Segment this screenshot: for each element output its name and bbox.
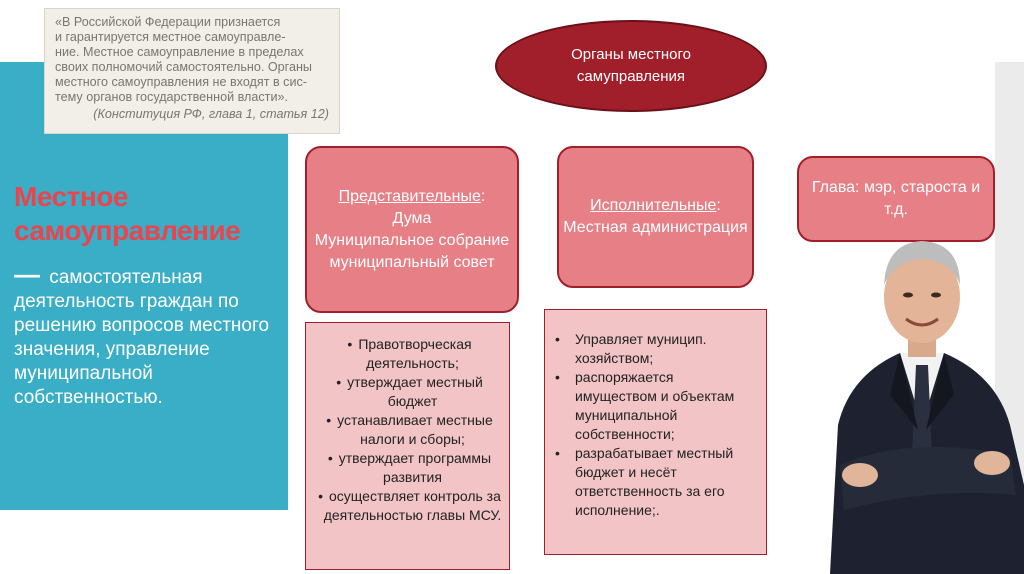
list-item: • устанавливает местные налоги и сборы; (312, 411, 503, 449)
quote-line: «В Российской Федерации признается (55, 15, 281, 29)
quote-line: и гарантируется местное самоуправле- (55, 30, 286, 44)
quote-line: тему органов государственной власти». (55, 90, 288, 104)
representative-bodies-card (305, 146, 519, 313)
quote-line: ние. Местное самоуправление в пределах (55, 45, 304, 59)
card-line: Местная администрация (563, 219, 748, 236)
mayor-portrait-image (820, 225, 1024, 574)
list-item: • осуществляет контроль за деятельностью главы МСУ. (312, 487, 503, 525)
executive-bodies-card (557, 146, 754, 288)
oval-label: Органы местного самуправления (571, 46, 691, 85)
definition-text (14, 259, 284, 410)
constitution-quote-image (44, 8, 340, 134)
definition-body: самостоятельная деятельность граждан по решению вопросов местного значения, управление муниципальной собственностью. (14, 267, 270, 408)
card-line: Дума (392, 209, 432, 227)
definition-dash: — (14, 259, 40, 289)
executive-functions-list (544, 309, 767, 555)
quote-line: местного самоуправления не входят в сис- (55, 75, 307, 89)
card-heading: Исполнительные: (590, 197, 721, 214)
card-line: Муниципальное собрание (314, 231, 510, 249)
quote-citation: (Конституция РФ, глава 1, статья 12) (93, 107, 329, 121)
card-text: Глава: мэр, староста и т.д. (811, 179, 981, 218)
list-item: • утверждает местный бюджет (312, 373, 503, 411)
list-item: • Управляет муницип. хозяйством; (575, 330, 758, 368)
list-item: • распоряжается имуществом и объектам муниципальной собственности; (575, 368, 758, 444)
slide-title: Местное самоуправление (14, 181, 241, 246)
local-government-bodies-oval (495, 20, 767, 112)
quote-line: своих полномочий самостоятельно. Органы (55, 60, 312, 74)
representative-functions-list (305, 322, 510, 570)
card-line: муниципальный совет (329, 253, 495, 271)
card-heading: Представительные: (338, 187, 486, 205)
list-item: • разрабатывает местный бюджет и несёт ответственность за его исполнение;. (575, 444, 758, 520)
list-item: • утверждает программы развития (312, 449, 503, 487)
list-item: • Правотворческая деятельность; (312, 335, 503, 373)
